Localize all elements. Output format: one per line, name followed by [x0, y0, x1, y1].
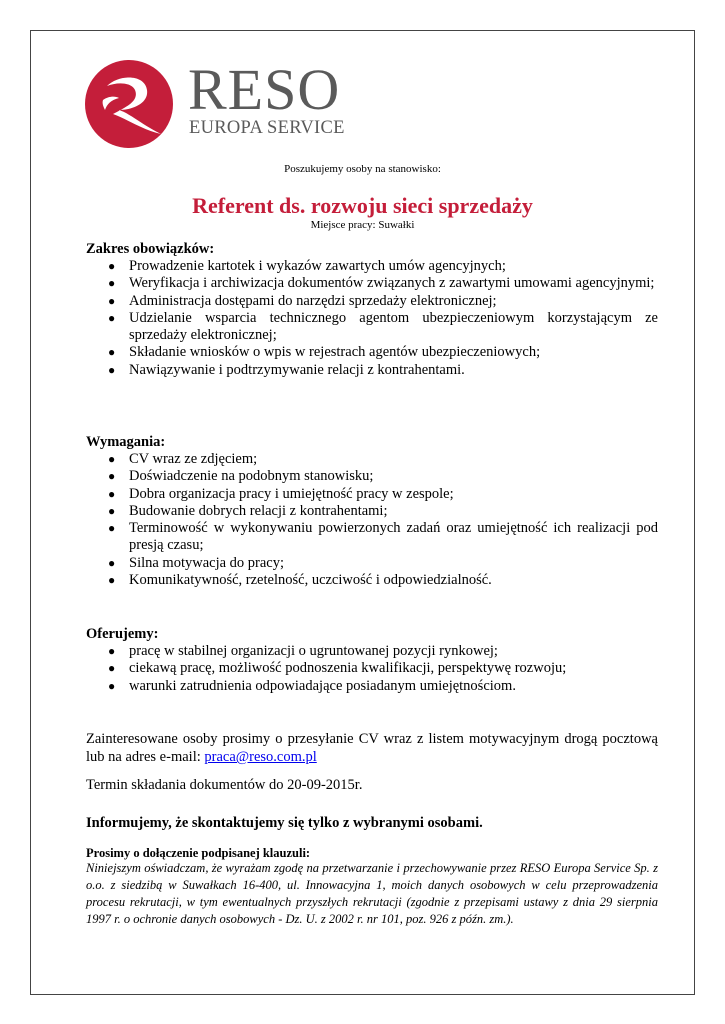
list-item: ● Weryfikacja i archiwizacja dokumentów związanych z zawartymi umowami agencyjnymi; — [108, 275, 655, 292]
list-item: ● warunki zatrudnienia odpowiadające posiadanym umiejętnościom. — [108, 677, 516, 694]
logo-emblem — [85, 60, 173, 148]
list-item: ● Silna motywacja do pracy; — [108, 554, 285, 571]
notice-text: Informujemy, że skontaktujemy się tylko z wybranymi osobami. — [86, 815, 483, 831]
bullet-icon: ● — [108, 521, 116, 536]
list-item: ● Budowanie dobrych relacji z kontrahentami; — [108, 502, 388, 519]
list-item: ● Doświadczenie na podobnym stanowisku; — [108, 468, 374, 485]
bullet-icon: ● — [108, 573, 116, 588]
requirements-heading: Wymagania: — [86, 434, 166, 450]
job-location: Miejsce pracy: Suwałki — [310, 219, 415, 231]
list-item: ● ciekawą pracę, możliwość podnoszenia kwalifikacji, perspektywę rozwoju; — [108, 660, 567, 677]
duties-list — [86, 258, 658, 379]
consent-clause: Niniejszym oświadczam, że wyrażam zgodę na przetwarzanie i przechowywanie przez RESO Europa Service Sp. z o.o. z siedzibą w Suwałkach 16-400, ul. Innowacyjna 1, moich danych osobowych w celu przeprowadzenia procesu rekrutacji, w tym ewentualnych przyszłych rekrutacji (zgodnie z przepisami ustawy z dnia 29 sierpnia 1997 r. o ochronie danych osobowych - Dz. U. z 2002 r. nr 101, poz. 926 z późn. zm.). — [86, 861, 658, 926]
logo-swoosh-icon — [85, 60, 173, 148]
bullet-icon: ● — [108, 259, 116, 273]
bullet-icon: ● — [108, 452, 116, 466]
bullet-icon: ● — [108, 555, 116, 570]
bullet-icon: ● — [108, 503, 116, 518]
contact-paragraph: Zainteresowane osoby prosimy o przesyłanie CV wraz z listem motywacyjnym drogą pocztową lub na adres e-mail: praca@reso.com.pl — [86, 731, 658, 765]
intro-text: Poszukujemy osoby na stanowisko: — [284, 163, 441, 175]
reso-logo — [85, 57, 345, 150]
list-item: ● Udzielanie wsparcia technicznego agentom ubezpieczeniowym korzystającym ze sprzedaży elektronicznej; — [108, 309, 658, 344]
bullet-icon: ● — [108, 345, 116, 360]
bullet-icon: ● — [108, 661, 116, 676]
bullet-icon: ● — [108, 362, 116, 377]
bullet-icon: ● — [108, 293, 116, 308]
offer-heading: Oferujemy: — [86, 626, 159, 642]
list-item: ● Dobra organizacja pracy i umiejętność pracy w zespole; — [108, 485, 454, 502]
list-item: ● Składanie wniosków o wpis w rejestrach agentów ubezpieczeniowych; — [108, 344, 541, 361]
offer-list — [86, 643, 658, 695]
duties-heading: Zakres obowiązków: — [86, 241, 215, 257]
bullet-icon: ● — [108, 310, 116, 325]
list-item: ● Terminowość w wykonywaniu powierzonych zadań oraz umiejętność ich realizacji pod presją czasu; — [108, 520, 658, 554]
bullet-icon: ● — [108, 644, 116, 658]
list-item: ● Nawiązywanie i podtrzymywanie relacji z kontrahentami. — [108, 361, 465, 378]
requirements-list — [86, 451, 658, 589]
deadline-text: Termin składania dokumentów do 20-09-2015r. — [86, 777, 363, 793]
list-item: ● Komunikatywność, rzetelność, uczciwość i odpowiedzialność. — [108, 572, 492, 589]
bullet-icon: ● — [108, 678, 116, 693]
list-item: ● Prowadzenie kartotek i wykazów zawartych umów agencyjnych; — [108, 258, 506, 274]
bullet-icon: ● — [108, 276, 116, 291]
list-item: ● CV wraz ze zdjęciem; — [108, 451, 258, 467]
email-link[interactable]: praca@reso.com.pl — [204, 749, 317, 765]
logo-subtitle: EUROPA SERVICE — [189, 118, 345, 138]
logo-wordmark: RESO — [188, 57, 341, 122]
list-item: ● pracę w stabilnej organizacji o ugruntowanej pozycji rynkowej; — [108, 643, 498, 659]
list-item: ● Administracja dostępami do narzędzi sprzedaży elektronicznej; — [108, 292, 497, 309]
clause-heading: Prosimy o dołączenie podpisanej klauzuli: — [86, 846, 311, 860]
job-title: Referent ds. rozwoju sieci sprzedaży — [192, 193, 533, 218]
bullet-icon: ● — [108, 486, 116, 501]
bullet-icon: ● — [108, 469, 116, 484]
